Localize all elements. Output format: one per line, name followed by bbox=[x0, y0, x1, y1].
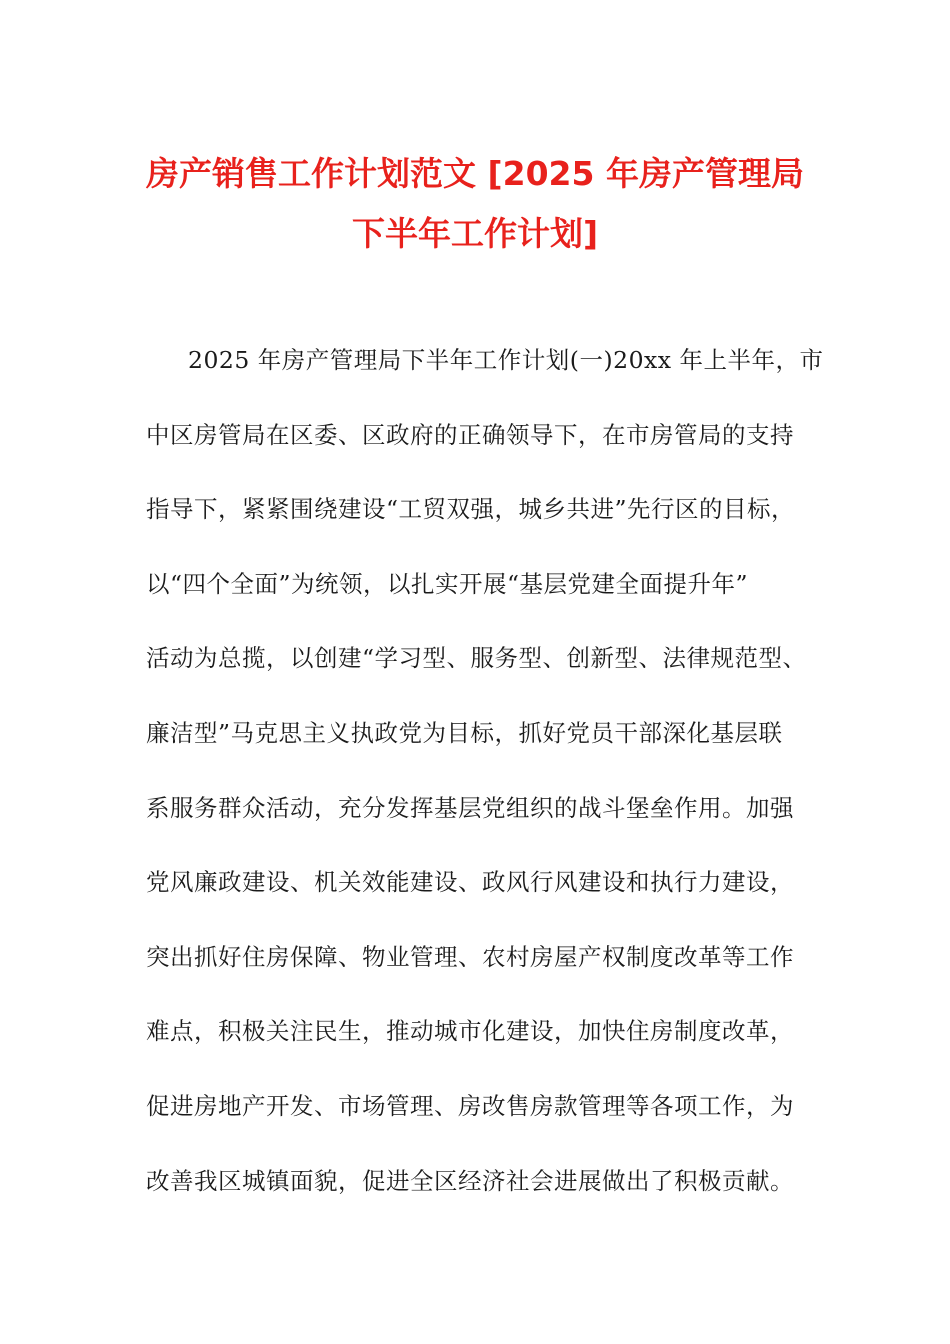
document-title bbox=[100, 144, 850, 264]
body-line-12: 改善我区城镇面貌，促进全区经济社会进展做出了积极贡献。 bbox=[146, 1166, 794, 1195]
body-line-3: 指导下，紧紧围绕建设“工贸双强，城乡共进”先行区的目标， bbox=[146, 495, 796, 524]
body-line-8: 党风廉政建设、机关效能建设、政风行风建设和执行力建设， bbox=[146, 868, 794, 897]
body-line-10: 难点，积极关注民生，推动城市化建设，加快住房制度改革， bbox=[146, 1017, 794, 1046]
title-line-2: 下半年工作计划] bbox=[351, 214, 599, 253]
document-body bbox=[146, 323, 826, 1218]
body-line-2: 中区房管局在区委、区政府的正确领导下，在市房管局的支持 bbox=[146, 420, 794, 449]
body-line-7: 系服务群众活动，充分发挥基层党组织的战斗堡垒作用。加强 bbox=[146, 793, 794, 822]
body-line-4: 以“四个全面”为统领，以扎实开展“基层党建全面提升年” bbox=[146, 569, 749, 598]
body-line-6: 廉洁型”马克思主义执政党为目标，抓好党员干部深化基层联 bbox=[146, 718, 783, 747]
body-line-5: 活动为总揽，以创建“学习型、服务型、创新型、法律规范型、 bbox=[146, 644, 807, 673]
body-line-1: 2025 年房产管理局下半年工作计划(一)20xx 年上半年，市 bbox=[188, 346, 824, 374]
body-line-11: 促进房地产开发、市场管理、房改售房款管理等各项工作，为 bbox=[146, 1091, 794, 1120]
title-line-1: 房产销售工作计划范文 [2025 年房产管理局 bbox=[146, 154, 804, 193]
body-line-9: 突出抓好住房保障、物业管理、农村房屋产权制度改革等工作 bbox=[146, 942, 794, 971]
